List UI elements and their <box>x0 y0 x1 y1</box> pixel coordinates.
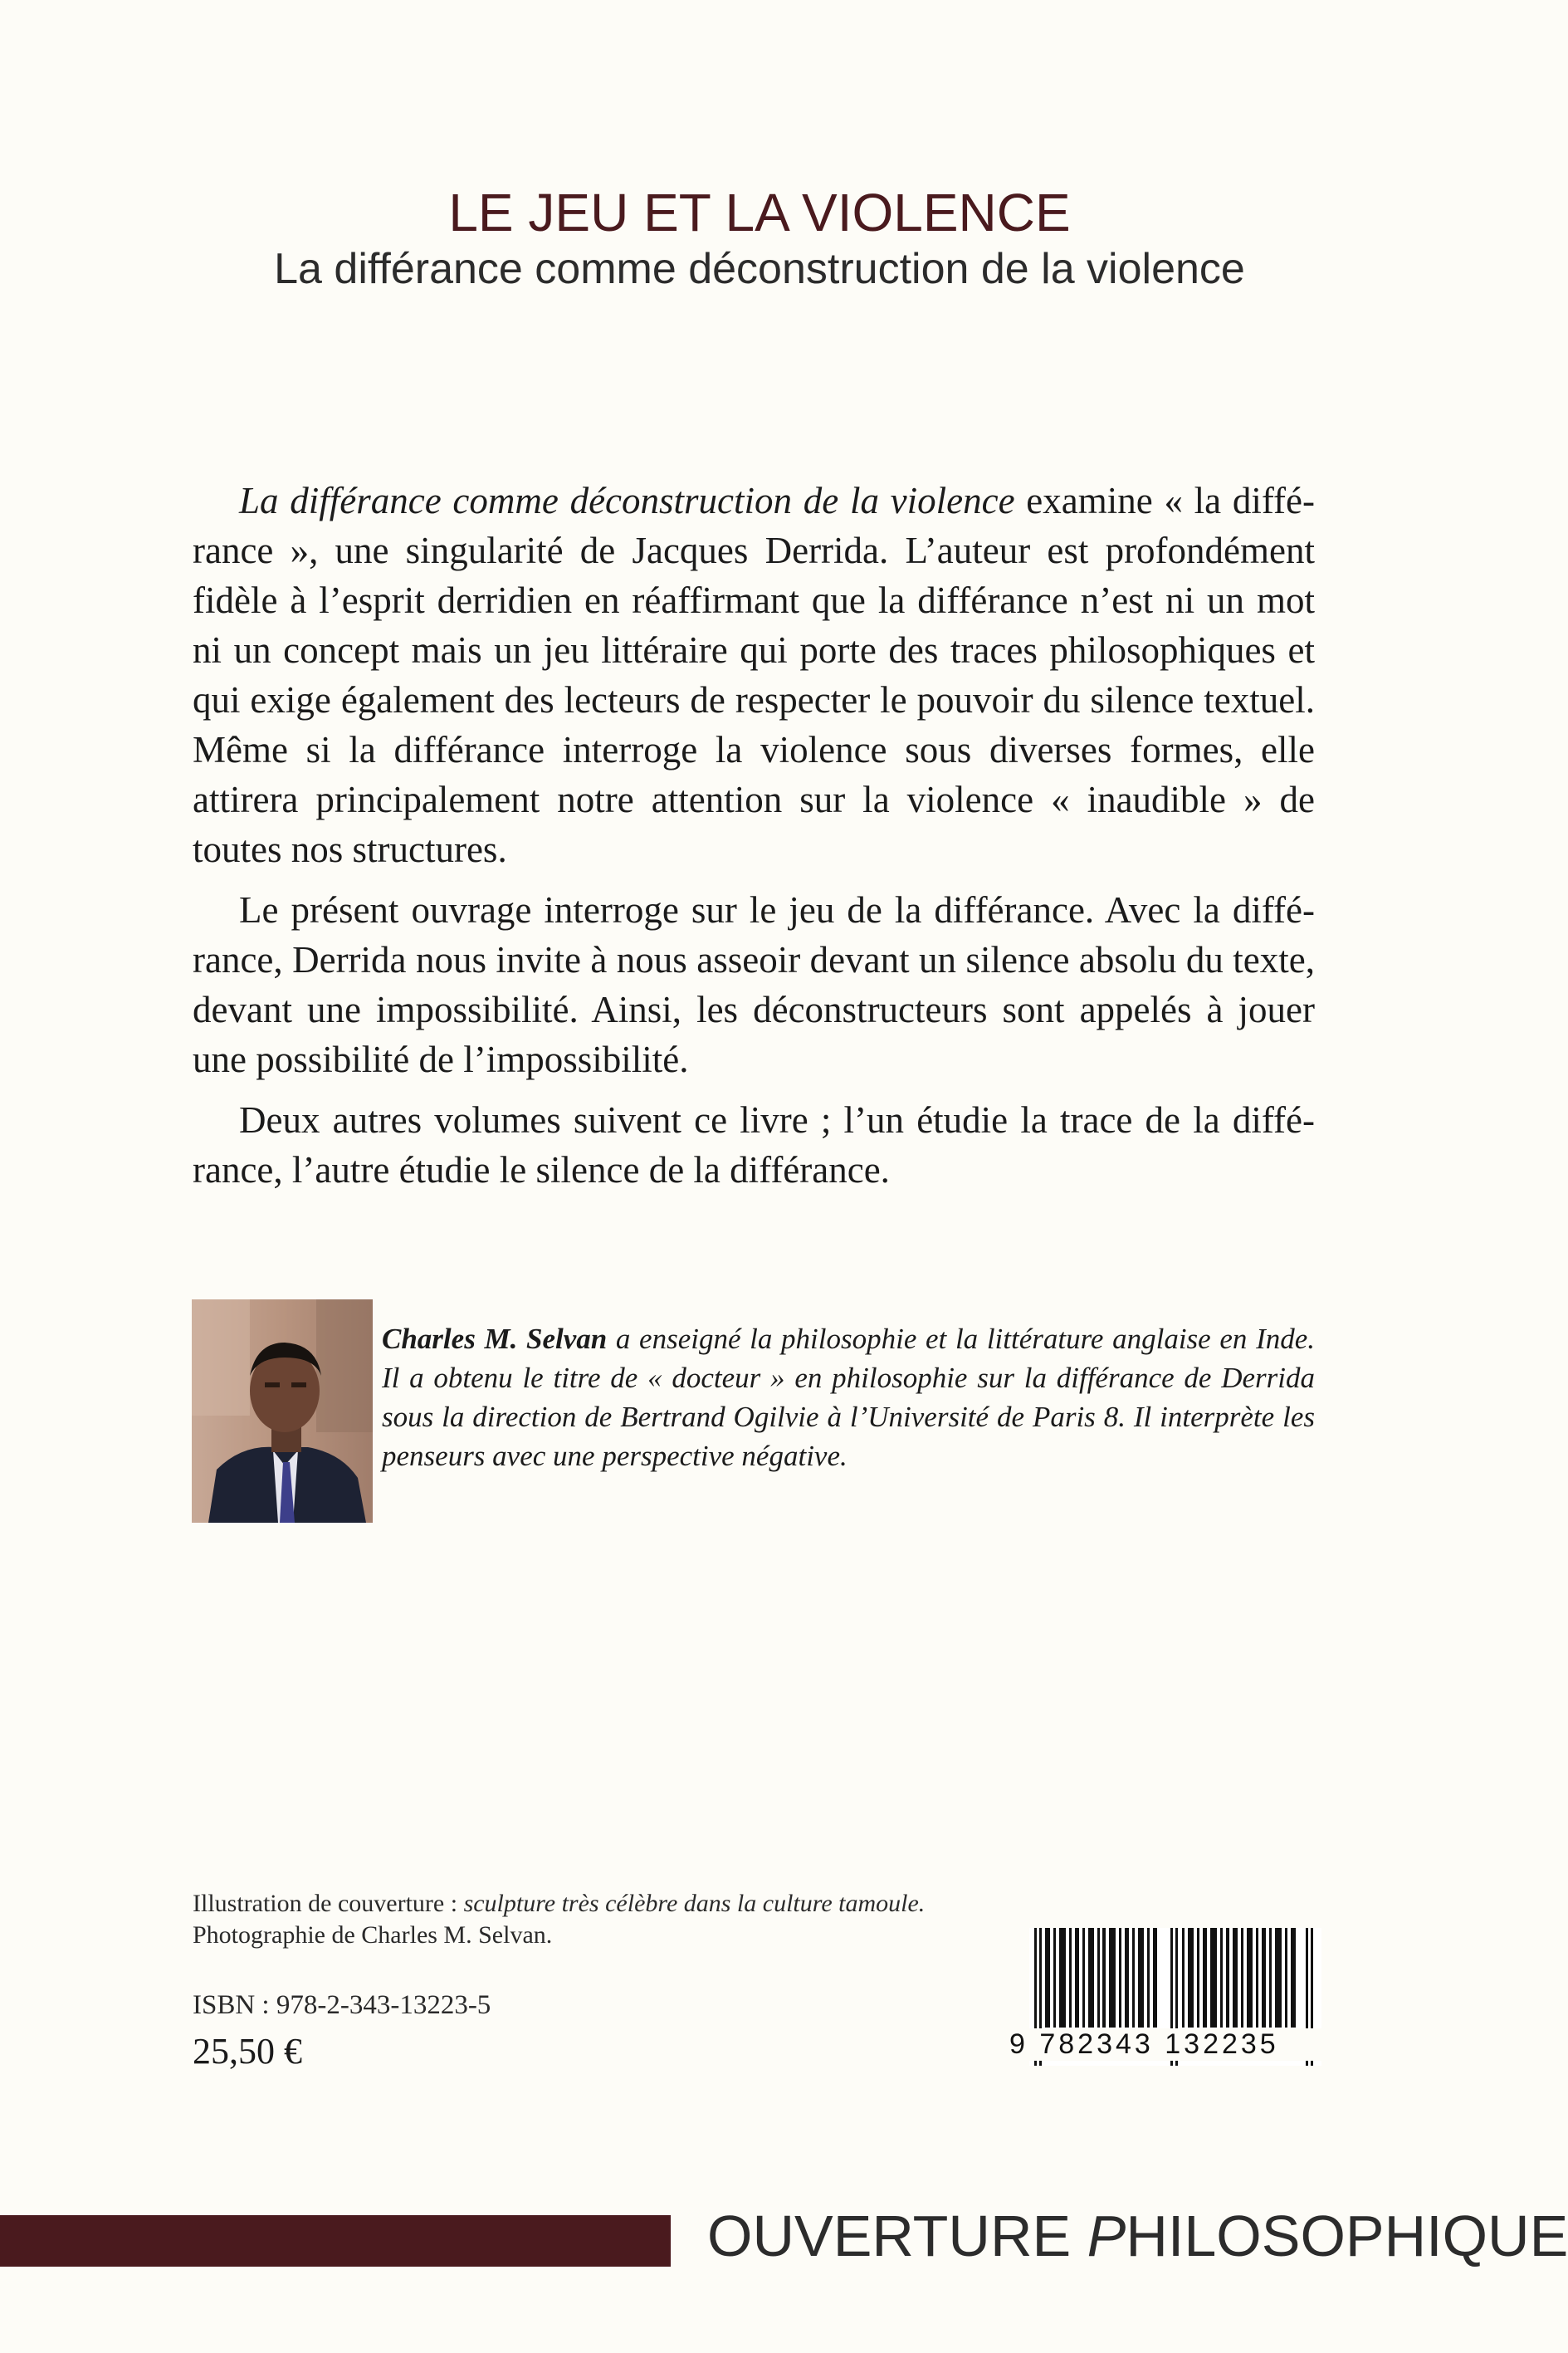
author-photo <box>192 1299 373 1523</box>
summary-paragraph-2: Le présent ouvrage interroge sur le jeu de la différance. Avec la différance, Derrida nous invite à nous asseoir devant un silence absolu du texte, devant une impossibilité. Ainsi, les déconstructeurs sont appelés à jouer une possibilité de l’impossibilité. <box>193 889 1315 1080</box>
author-name: Charles M. Selvan <box>382 1323 608 1355</box>
isbn: ISBN : 978-2-343-13223-5 <box>193 1990 491 2020</box>
price: 25,50 € <box>193 2031 302 2072</box>
illustration-text: sculpture très célèbre dans la culture tamoule. <box>463 1890 926 1917</box>
summary-text <box>193 476 1315 1195</box>
series-word-1: OUVERTURE <box>707 2204 1087 2268</box>
series-name <box>707 2204 1568 2268</box>
summary-italic-title: La différance comme déconstruction de la violence <box>239 480 1015 521</box>
series-italic-letter: P <box>1087 2204 1126 2268</box>
illustration-credit <box>193 1888 1023 1920</box>
book-subtitle: La différance comme déconstruction de la violence <box>274 245 1245 293</box>
footer-accent-bar <box>0 2215 671 2267</box>
author-bio-text: a enseigné la philosophie et la littérature anglaise en Inde. Il a obtenu le titre de « docteur » en philosophie sur la différance de Derrida sous la direction de Bertrand Ogilvie à l’Université de Paris 8. Il interprète les penseurs avec une perspective négative. <box>382 1323 1316 1472</box>
book-title: LE JEU ET LA VIOLENCE <box>448 183 1071 242</box>
series-word-2: HILOSOPHIQUE <box>1126 2204 1568 2268</box>
summary-paragraph-3: Deux autres volumes suivent ce livre ; l’un étudie la trace de la différance, l’autre étudie le silence de la différance. <box>193 1099 1315 1191</box>
author-bio <box>382 1319 1315 1475</box>
summary-paragraph-1 <box>193 476 1315 874</box>
photo-credit: Photographie de Charles M. Selvan. <box>193 1921 553 1949</box>
barcode-digits: 9 782343 132235 <box>1006 2028 1328 2061</box>
summary-paragraph-1-text: examine « la différance », une singularité de Jacques Derrida. L’auteur est profondément fidèle à l’esprit derridien en réaffirmant que la différance n’est ni un mot ni un concept mais un jeu littéraire qui porte des traces philosophiques et qui exige également des lecteurs de respecter le pouvoir du silence textuel. Même si la différance interroge la violence sous diverses formes, elle attirera principalement notre attention sur la violence « inaudible » de toutes nos structures. <box>193 480 1315 870</box>
cover-credits <box>193 1888 1023 1951</box>
illustration-label: Illustration de couverture : <box>193 1890 464 1917</box>
